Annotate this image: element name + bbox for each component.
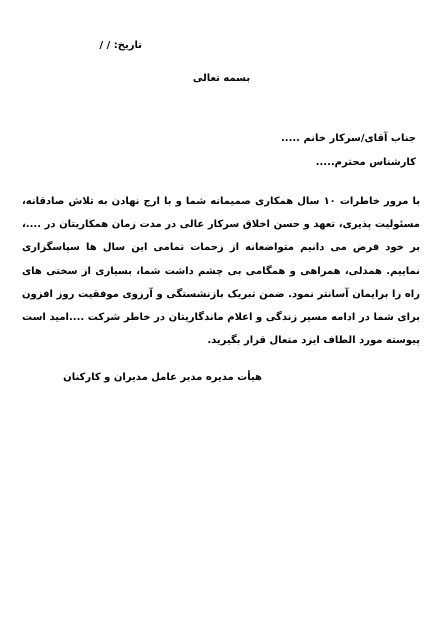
signature-line: هیأت مدیره مدیر عامل مدیران و کارکنان [63, 372, 262, 383]
recipient-title-line: کارشناس محترم..... [315, 157, 416, 168]
salutation-heading: بسمه تعالی [192, 73, 251, 84]
recipient-line: جناب آقای/سرکار خانم ..... [280, 133, 416, 144]
date-line: تاریخ: / / [99, 40, 142, 51]
letter-body: با مرور خاطرات ۱۰ سال همکاری صمیمانه شما و با ارج نهادن به تلاش صادقانه، مسئولیت پذیری، تعهد و حسن اخلاق سرکار عالی در مدت زمان همکاریتان در ....، بر خود فرض می دانیم متواضعانه از زحمات تمامی این سال ها سپاسگزاری نماییم. همدلی، همراهی و همگامی بی چشم داشت شما، بسیاری از سختی های راه را برایمان آسانتر نمود. ضمن تبریک بازنشستگی و آرزوی موفقیت روز افزون برای شما در ادامه مسیر زندگی و اعلام ماندگاریتان در خاطر شرکت ....امید است پیوسته مورد الطاف ایزد متعال قرار بگیرید. [22, 196, 420, 347]
